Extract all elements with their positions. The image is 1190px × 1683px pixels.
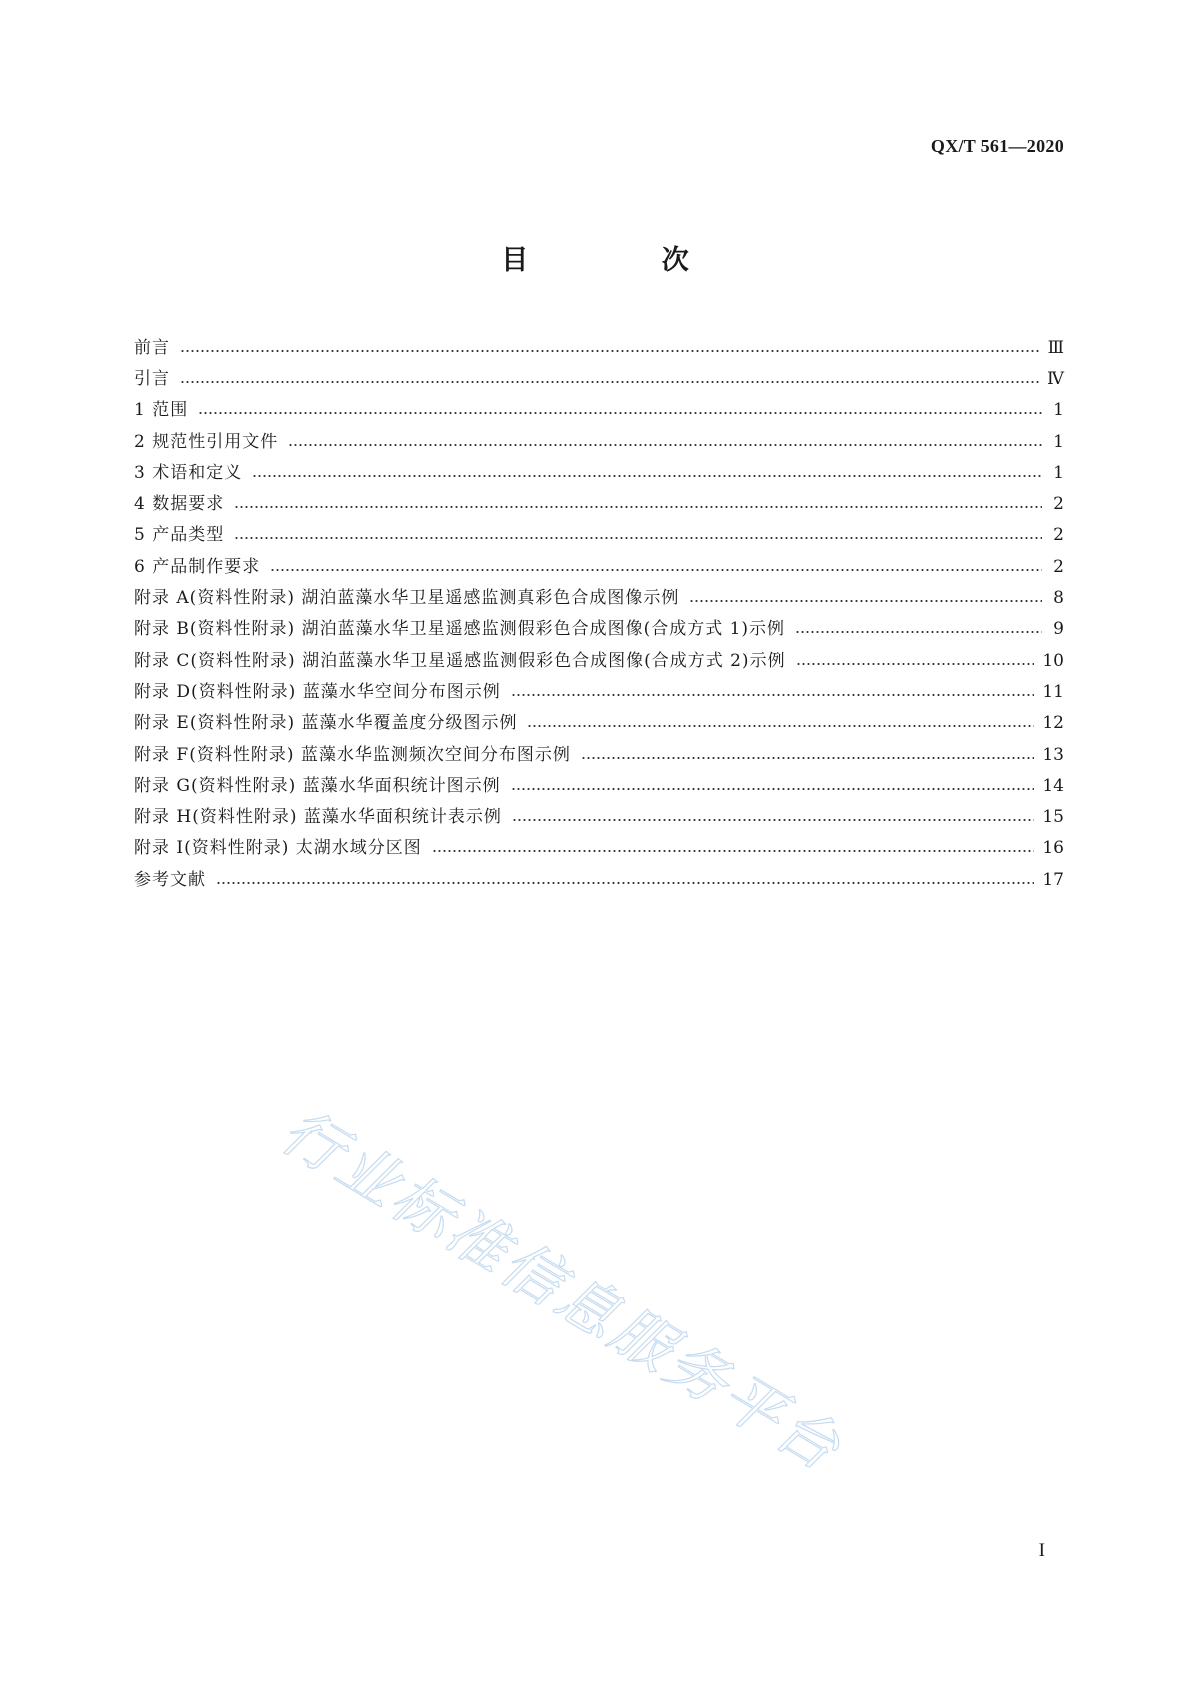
toc-entry-data-requirements[interactable] <box>134 488 1064 519</box>
dot-leader <box>234 506 1042 508</box>
dot-leader <box>432 850 1035 852</box>
dot-leader <box>511 694 1035 696</box>
dot-leader <box>796 663 1035 665</box>
toc-entry-scope[interactable] <box>134 395 1064 426</box>
toc-entry-page: Ⅲ <box>1047 337 1064 358</box>
toc-entry-page: 2 <box>1053 525 1064 546</box>
toc-entry-label: 2 规范性引用文件 <box>134 431 279 452</box>
toc-entry-label: 3 术语和定义 <box>134 462 243 483</box>
toc-entry-page: 16 <box>1042 838 1064 859</box>
toc-entry-appendix-i[interactable] <box>134 833 1064 864</box>
dot-leader <box>252 475 1042 477</box>
dot-leader <box>581 757 1034 759</box>
toc-entry-production-requirements[interactable] <box>134 551 1064 582</box>
toc-entry-page: 15 <box>1042 807 1064 828</box>
toc-entry-page: 2 <box>1053 494 1064 515</box>
dot-leader <box>512 819 1034 821</box>
dot-leader <box>689 600 1042 602</box>
toc-entry-page: 1 <box>1053 431 1064 452</box>
toc-entry-label: 附录 D(资料性附录) 蓝藻水华空间分布图示例 <box>134 681 501 702</box>
dot-leader <box>527 725 1034 727</box>
toc-entry-label: 附录 E(资料性附录) 蓝藻水华覆盖度分级图示例 <box>134 713 518 734</box>
toc-entry-label: 附录 B(资料性附录) 湖泊蓝藻水华卫星遥感监测假彩色合成图像(合成方式 1)示例 <box>134 619 786 640</box>
dot-leader <box>511 788 1035 790</box>
toc-entry-label: 参考文献 <box>134 869 206 890</box>
toc-entry-foreword[interactable] <box>134 332 1064 363</box>
toc-entry-label: 6 产品制作要求 <box>134 556 261 577</box>
toc-entry-label: 附录 C(资料性附录) 湖泊蓝藻水华卫星遥感监测假彩色合成图像(合成方式 2)示例 <box>134 650 786 671</box>
toc-entry-label: 附录 A(资料性附录) 湖泊蓝藻水华卫星遥感监测真彩色合成图像示例 <box>134 588 680 609</box>
dot-leader <box>234 537 1042 539</box>
standard-code: QX/T 561—2020 <box>930 136 1064 156</box>
toc-entry-page: 2 <box>1053 556 1064 577</box>
toc-entry-label: 附录 G(资料性附录) 蓝藻水华面积统计图示例 <box>134 775 501 796</box>
toc-entry-appendix-c[interactable] <box>134 645 1064 676</box>
toc-entry-page: 17 <box>1042 869 1064 890</box>
dot-leader <box>270 569 1042 571</box>
toc-entry-label: 附录 I(资料性附录) 太湖水域分区图 <box>134 838 422 859</box>
dot-leader <box>216 882 1034 884</box>
toc-entry-appendix-h[interactable] <box>134 801 1064 832</box>
toc-entry-appendix-g[interactable] <box>134 770 1064 801</box>
page-number: I <box>1038 1540 1045 1561</box>
toc-entry-label: 附录 F(资料性附录) 蓝藻水华监测频次空间分布图示例 <box>134 744 571 765</box>
dot-leader <box>288 444 1042 446</box>
toc-entry-normative-references[interactable] <box>134 426 1064 457</box>
toc-entry-bibliography[interactable] <box>134 864 1064 895</box>
toc-entry-label: 引言 <box>134 368 170 389</box>
watermark-text: 行业标准信息服务平台 <box>269 1096 854 1486</box>
page-title: 目 次 <box>501 245 751 276</box>
toc-entry-label: 5 产品类型 <box>134 525 225 546</box>
toc-entry-page: 1 <box>1053 400 1064 421</box>
toc-entry-label: 附录 H(资料性附录) 蓝藻水华面积统计表示例 <box>134 807 502 828</box>
toc-entry-page: 12 <box>1042 713 1064 734</box>
toc-entry-page: 14 <box>1042 775 1064 796</box>
toc-entry-introduction[interactable] <box>134 363 1064 394</box>
toc-entry-appendix-b[interactable] <box>134 614 1064 645</box>
toc-entry-appendix-d[interactable] <box>134 676 1064 707</box>
dot-leader <box>795 631 1042 633</box>
toc-entry-label: 4 数据要求 <box>134 494 225 515</box>
toc-entry-terms-definitions[interactable] <box>134 457 1064 488</box>
dot-leader <box>198 412 1042 414</box>
toc-entry-page: 11 <box>1042 681 1064 702</box>
toc-entry-label: 前言 <box>134 337 170 358</box>
toc-entry-page: 9 <box>1053 619 1064 640</box>
toc-entry-appendix-e[interactable] <box>134 708 1064 739</box>
toc-entry-appendix-a[interactable] <box>134 582 1064 613</box>
toc-entry-appendix-f[interactable] <box>134 739 1064 770</box>
toc-entry-page: 10 <box>1042 650 1064 671</box>
toc-entry-page: 1 <box>1053 462 1064 483</box>
dot-leader <box>180 350 1040 352</box>
table-of-contents <box>134 332 1064 895</box>
toc-entry-product-types[interactable] <box>134 520 1064 551</box>
toc-entry-page: 13 <box>1042 744 1064 765</box>
dot-leader <box>180 381 1039 383</box>
toc-entry-page: 8 <box>1053 588 1064 609</box>
toc-entry-label: 1 范围 <box>134 400 189 421</box>
toc-entry-page: Ⅳ <box>1047 368 1064 389</box>
